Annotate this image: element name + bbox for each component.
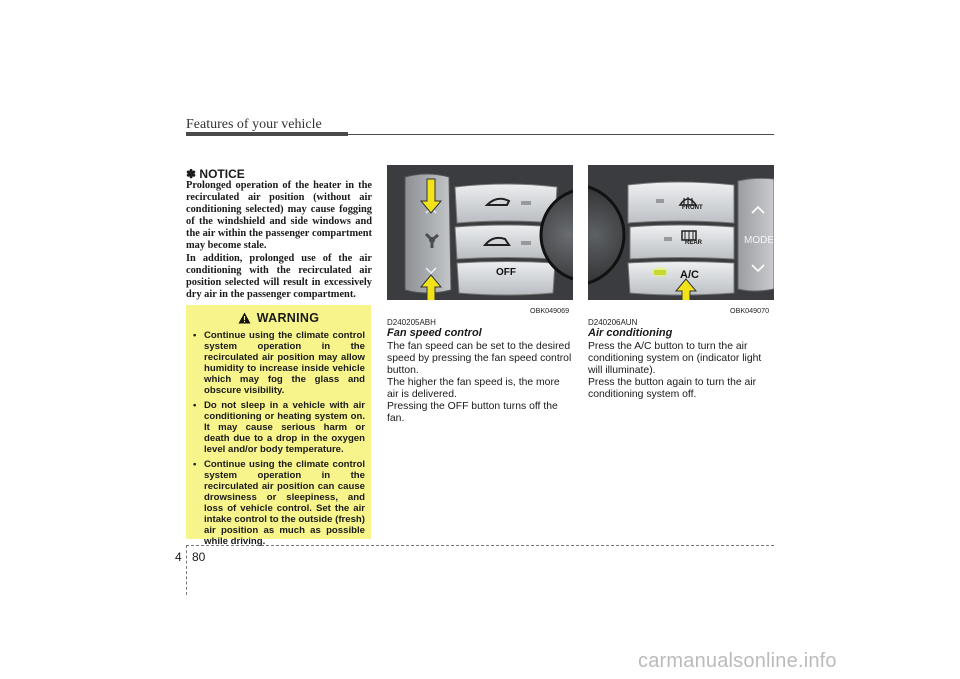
- fan-section-title: Fan speed control: [387, 327, 482, 339]
- mode-button-label: MODE: [744, 235, 774, 246]
- warning-box: [186, 305, 371, 547]
- ac-paragraph: Press the button again to turn the air conditioning system off.: [588, 377, 757, 400]
- watermark-text: carmanualsonline.info: [638, 650, 837, 672]
- figure-caption-left: OBK049069: [530, 306, 570, 315]
- notice-heading: [186, 167, 245, 181]
- fan-section-code: D240205ABH: [387, 318, 436, 327]
- page-number: 80: [192, 550, 206, 564]
- page-header-title: Features of your vehicle: [186, 117, 322, 132]
- fan-paragraph: Pressing the OFF button turns off the fan.: [387, 401, 558, 424]
- chapter-number: 4: [175, 550, 182, 564]
- notice-title: NOTICE: [199, 167, 245, 181]
- off-button-label: OFF: [496, 267, 516, 278]
- fan-paragraph: The higher the fan speed is, the more air is delivered.: [387, 377, 560, 400]
- fan-paragraph: The fan speed can be set to the desired speed by pressing the fan speed control button.: [387, 341, 572, 376]
- header-rule-thin: [348, 134, 774, 135]
- rear-defrost-label: REAR: [685, 240, 703, 246]
- fan-control-figure: [387, 165, 573, 300]
- notice-symbol: ✽: [186, 167, 197, 181]
- warning-list: [192, 330, 365, 547]
- footer-dashed-rule: [186, 545, 774, 546]
- fan-section-body: [387, 341, 573, 425]
- ac-section-body: [588, 341, 774, 401]
- ac-section-code: D240206AUN: [588, 318, 638, 327]
- warning-item: • Continue using the climate control system operation in the recirculated air position can cause drowsiness or sleepiness, and loss of vehicle control. Set the air intake control to the outside (fresh) air position as much as possible while driving.: [192, 459, 365, 547]
- notice-body: Prolonged operation of the heater in the recirculated air position (without air conditioning selected) may cause fogging of the windshield and side windows and the air within the passenger compartment may become stale. In addition, prolonged use of the air conditioning with the recirculated air position selected will result in excessively dry air in the passenger compartment.: [186, 180, 372, 300]
- warning-item: • Continue using the climate control system operation in the recirculated air position may allow humidity to increase inside vehicle which may fog the glass and obscure visibility.: [192, 330, 365, 396]
- header-rule-thick: [186, 132, 348, 136]
- ac-section-title: Air conditioning: [588, 327, 673, 339]
- warning-item: • Do not sleep in a vehicle with air conditioning or heating system on. It may cause serious harm or death due to a drop in the oxygen level and/or body temperature.: [192, 400, 365, 455]
- footer-vertical-rule: [186, 545, 187, 595]
- ac-button-label: A/C: [680, 269, 699, 281]
- warning-title: WARNING: [256, 311, 320, 325]
- front-defrost-label: FRONT: [682, 205, 703, 211]
- warning-triangle-icon: [238, 312, 251, 324]
- ac-paragraph: Press the A/C button to turn the air conditioning system on (indicator light will illuminate).: [588, 341, 762, 376]
- ac-control-figure: [588, 165, 774, 300]
- warning-header: [192, 311, 365, 325]
- fan-panel-illustration: [387, 165, 573, 300]
- figure-caption-right: OBK049070: [730, 306, 770, 315]
